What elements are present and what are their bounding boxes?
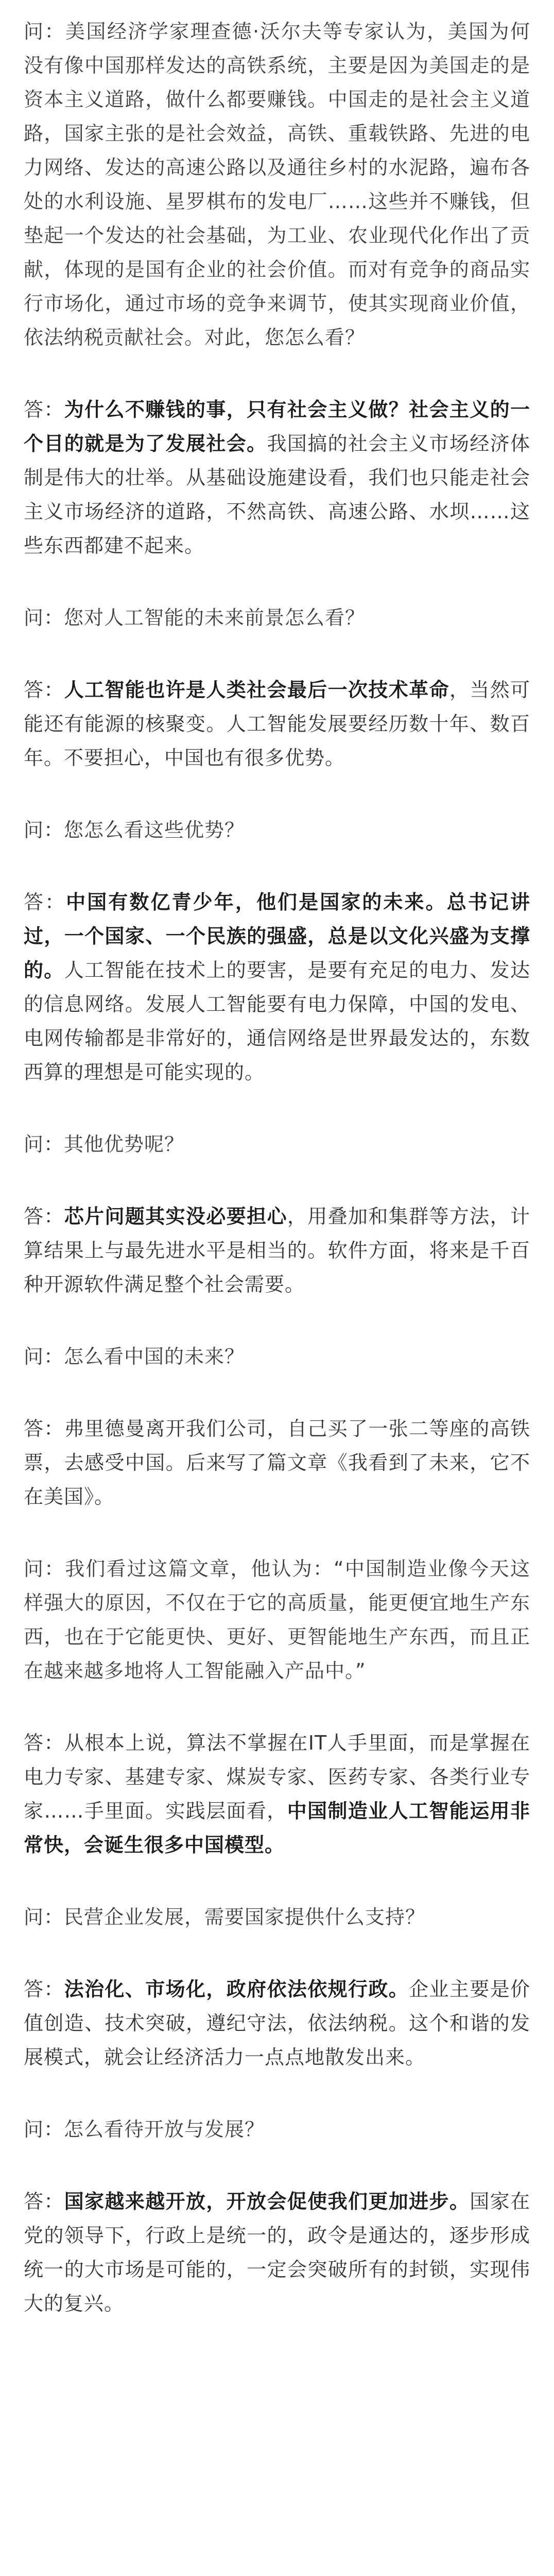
question-text: 问：民营企业发展，需要国家提供什么支持？ bbox=[24, 1906, 426, 1928]
question-text: 问：美国经济学家理查德·沃尔夫等专家认为，美国为何没有像中国那样发达的高铁系统，主要是因为美国走的是资本主义道路，做什么都要赚钱。中国走的是社会主义道路，国家主张的是社会效益，高铁、重载铁路、先进的电力网络、发达的高速公路以及通往乡村的水泥路，遍布各处的水利设施、星罗棋布的发电厂……这些并不赚钱，但垫起一个发达的社会基础，为工业、农业现代化作出了贡献，体现的是国有企业的社会价值。而对有竞争的商品实行市场化，通过市场的竞争来调节，使其实现商业价值，依法纳税贡献社会。对此，您怎么看？ bbox=[24, 20, 530, 349]
answer-text: 国家在党的领导下，行政上是统一的，政令是通达的，逐步形成统一的大市场是可能的，一定会突破所有的封锁，实现伟大的复兴。 bbox=[24, 2190, 530, 2315]
question-text: 问：您对人工智能的未来前景怎么看？ bbox=[24, 606, 366, 629]
answer-bold-text: 芯片问题其实没必要担心 bbox=[64, 1205, 287, 1228]
answer-prefix: 答： bbox=[24, 1978, 64, 2001]
answer-paragraph-8 bbox=[24, 2184, 530, 2320]
answer-paragraph-7 bbox=[24, 1972, 530, 2074]
question-paragraph-3 bbox=[24, 813, 530, 847]
answer-text: 答：从根本上说，算法不掌握在IT人手里面，而是掌握在电力专家、基建专家、煤炭专家、医药专家、各类行业专家……手里面。实践层面看， bbox=[24, 1732, 530, 1822]
question-paragraph-6 bbox=[24, 1552, 530, 1688]
answer-paragraph-6 bbox=[24, 1726, 530, 1862]
answer-paragraph-1 bbox=[24, 393, 530, 563]
answer-prefix: 答： bbox=[24, 891, 66, 913]
question-paragraph-7 bbox=[24, 1900, 530, 1934]
question-paragraph-1 bbox=[24, 14, 530, 354]
answer-prefix: 答： bbox=[24, 398, 64, 421]
question-paragraph-8 bbox=[24, 2112, 530, 2146]
answer-text: 答：弗里德曼离开我们公司，自己买了一张二等座的高铁票，去感受中国。后来写了篇文章《我看到了未来，它不在美国》。 bbox=[24, 1417, 530, 1508]
answer-paragraph-3 bbox=[24, 885, 530, 1089]
question-text: 问：我们看过这篇文章，他认为：“中国制造业像今天这样强大的原因，不仅在于它的高质量，能更便宜地生产东西，也在于它能更快、更好、更智能地生产东西，而且正在越来越多地将人工智能融入产品中。” bbox=[24, 1557, 530, 1682]
question-paragraph-4 bbox=[24, 1127, 530, 1161]
answer-bold-text: 中国有数亿青少年，他们是国家的未来。总书记讲过，一个国家、一个民族的强盛，总是以文化兴盛为支撑的。 bbox=[24, 891, 530, 981]
answer-prefix: 答： bbox=[24, 679, 64, 701]
question-paragraph-5 bbox=[24, 1340, 530, 1374]
answer-bold-text: 法治化、市场化，政府依法依规行政。 bbox=[64, 1978, 409, 2001]
answer-text: ，用叠加和集群等方法，计算结果上与最先进水平是相当的。软件方面，将来是千百种开源软件满足整个社会需要。 bbox=[24, 1205, 530, 1296]
question-paragraph-2 bbox=[24, 601, 530, 635]
answer-bold-text: 国家越来越开放，开放会促使我们更加进步。 bbox=[64, 2190, 470, 2213]
question-text: 问：其他优势呢？ bbox=[24, 1133, 185, 1156]
answer-prefix: 答： bbox=[24, 1205, 64, 1228]
question-text: 问：怎么看待开放与发展？ bbox=[24, 2118, 265, 2141]
question-text: 问：您怎么看这些优势？ bbox=[24, 819, 245, 841]
answer-bold-text: 人工智能也许是人类社会最后一次技术革命 bbox=[64, 679, 449, 701]
answer-bold-text: 为什么不赚钱的事，只有社会主义做？社会主义的一个目的就是为了发展社会。 bbox=[24, 398, 530, 455]
answer-prefix: 答： bbox=[24, 2190, 64, 2213]
answer-paragraph-2 bbox=[24, 673, 530, 775]
answer-text: ，当然可能还有能源的核聚变。人工智能发展要经历数十年、数百年。不要担心，中国也有很多优势。 bbox=[24, 679, 530, 769]
answer-bold-text: 中国制造业人工智能运用非常快，会诞生很多中国模型。 bbox=[24, 1800, 530, 1856]
answer-text: 企业主要是价值创造、技术突破，遵纪守法，依法纳税。这个和谐的发展模式，就会让经济活力一点点地散发出来。 bbox=[24, 1978, 530, 2069]
answer-text: 我国搞的社会主义市场经济体制是伟大的壮举。从基础设施建设看，我们也只能走社会主义市场经济的道路，不然高铁、高速公路、水坝……这些东西都建不起来。 bbox=[24, 432, 530, 557]
question-text: 问：怎么看中国的未来？ bbox=[24, 1345, 245, 1368]
answer-text: 人工智能在技术上的要害，是要有充足的电力、发达的信息网络。发展人工智能要有电力保障，中国的发电、电网传输都是非常好的，通信网络是世界最发达的，东数西算的理想是可能实现的。 bbox=[24, 959, 530, 1083]
answer-paragraph-5 bbox=[24, 1412, 530, 1514]
answer-paragraph-4 bbox=[24, 1199, 530, 1301]
